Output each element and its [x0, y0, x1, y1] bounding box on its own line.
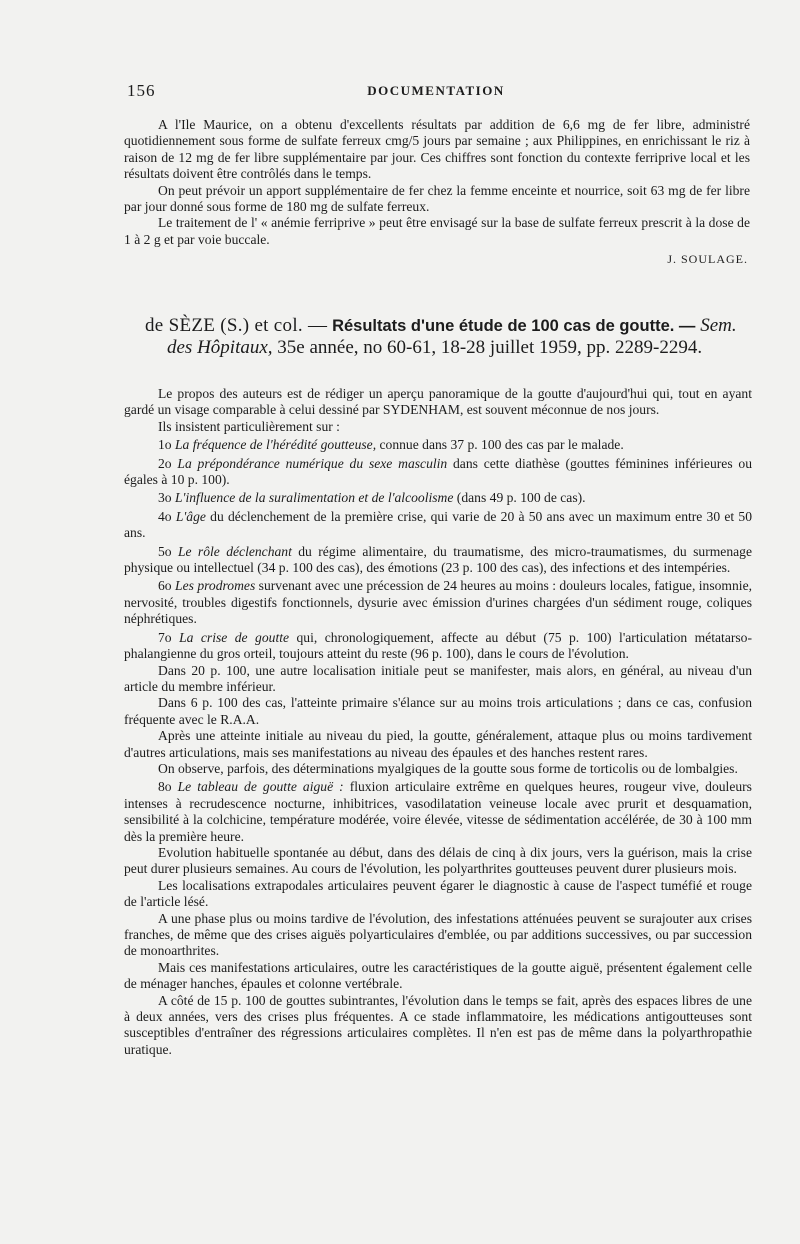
paragraph: A une phase plus ou moins tardive de l'évolution, des infestations atténuées peuvent se surajouter aux crises franches, de même que des crises aiguës polyarticulaires d'emblée, ou par additions successives, ou par succession de monoarthrites.	[124, 910, 752, 959]
paragraph: Dans 6 p. 100 des cas, l'atteinte primaire s'élance sur au moins trois articulations ; dans ce cas, confusion fréquente avec le R.A.A.	[124, 695, 752, 727]
previous-review	[124, 117, 750, 267]
list-item: 4o L'âge du déclenchement de la première crise, qui varie de 20 à 50 ans avec un maximum entre 30 et 50 ans.	[124, 508, 752, 541]
paragraph: Evolution habituelle spontanée au début, dans des délais de cinq à dix jours, vers la guérison, mais la crise peut durer plusieurs semaines. Au cours de l'évolution, les polyarthrites goutteuses peuvent durer plusieurs mois.	[124, 844, 752, 877]
paragraph: Le propos des auteurs est de rédiger un aperçu panoramique de la goutte d'aujourd'hui qui, tout en ayant gardé un visage comparable à celui dessiné par SYDENHAM, est souvent méconnue de nos jours.	[124, 386, 752, 418]
paragraph: Dans 20 p. 100, une autre localisation initiale peut se manifester, mais alors, en général, au niveau d'un article du membre inférieur.	[124, 662, 752, 694]
reference-authors: de SÈZE (S.) et col. —	[145, 315, 328, 336]
list-item: 5o Le rôle déclenchant du régime alimentaire, du traumatisme, des micro-traumatismes, du surmenage physique ou intellectuel (34 p. 100 des cas), des émotions (23 p. 100 des cas), des infections et des intempéries.	[124, 543, 752, 576]
paragraph: Mais ces manifestations articulaires, outre les caractéristiques de la goutte aiguë, présentent également celle de ménager hanches, épaules et colonne vertébrale.	[124, 959, 752, 992]
reference-title: Résultats d'une étude de 100 cas de goutte. —	[332, 317, 696, 335]
running-title: DOCUMENTATION	[367, 83, 505, 98]
article-reference	[145, 315, 757, 358]
paragraph: A l'Ile Maurice, on a obtenu d'excellents résultats par addition de 6,6 mg de fer libre, administré quotidiennement sous forme de sulfate ferreux cmg/5 jours par semaine ; aux Philippines, en enrichissant le riz à raison de 12 mg de fer libre supplémentaire par jour. Ces chiffres sont fonction du contexte ferriprive local et les résultats doivent être contrôlés dans le temps.	[124, 117, 750, 182]
list-item: 2o La prépondérance numérique du sexe masculin dans cette diathèse (gouttes féminines inférieures ou égales à 10 p. 100).	[124, 455, 752, 488]
list-item: 7o La crise de goutte qui, chronologiquement, affecte au début (75 p. 100) l'articulation métatarso-phalangienne du gros orteil, toujours atteint du reste (96 p. 100), dans le cours de l'évolution.	[124, 629, 752, 662]
paragraph: On observe, parfois, des déterminations myalgiques de la goutte sous forme de torticolis ou de lombalgies.	[158, 760, 738, 776]
paragraph: Après une atteinte initiale au niveau du pied, la goutte, généralement, attaque plus ou moins tardivement d'autres articulations, mais ses manifestations au niveau des épaules et des hanches restent rares.	[124, 728, 752, 760]
review-body	[124, 386, 752, 1058]
page-header	[118, 81, 754, 103]
paragraph: Le traitement de l' « anémie ferriprive » peut être envisagé sur la base de sulfate ferreux prescrit à la dose de 1 à 2 g et par voie buccale.	[124, 215, 750, 247]
signature: J. SOULAGE.	[667, 252, 748, 267]
paragraph: A côté de 15 p. 100 de gouttes subintrantes, l'évolution dans le temps se fait, après des espaces libres de une à deux années, vers des crises plus fréquentes. A ce stade inflammatoire, les médications antigoutteuses sont susceptibles d'entraîner des régressions articulaires complètes. Il n'en est pas de même dans la polyarthropathie uratique.	[124, 992, 752, 1057]
list-item: 8o Le tableau de goutte aiguë : fluxion articulaire extrême en quelques heures, rougeur vive, douleurs intenses à recrudescence nocturne, inhibitrices, vasodilatation veineuse locale avec prurit et desquamation, sensibilité à la colchicine, température modérée, voire élevée, vitesse de sédimentation accélérée, de 30 à 100 mm dès la première heure.	[124, 779, 752, 844]
reference-journal: Sem. des Hôpitaux,	[167, 315, 737, 358]
list-item: 3o L'influence de la suralimentation et de l'alcoolisme (dans 49 p. 100 de cas).	[158, 490, 586, 506]
paragraph: Ils insistent particulièrement sur :	[158, 418, 340, 434]
page-number: 156	[127, 81, 156, 100]
list-item: 6o Les prodromes survenant avec une précession de 24 heures au moins : douleurs locales, fatigue, insomnie, nervosité, troubles digestifs fonctionnels, dysurie avec émission d'urines chargées d'un sédiment rouge, coliques néphrétiques.	[124, 578, 753, 627]
reference-details: 35e année, no 60-61, 18-28 juillet 1959, pp. 2289-2294.	[277, 337, 703, 358]
paragraph: On peut prévoir un apport supplémentaire de fer chez la femme enceinte et nourrice, soit 63 mg de fer libre par jour donné sous forme de 180 mg de sulfate ferreux.	[124, 182, 750, 215]
paragraph: Les localisations extrapodales articulaires peuvent égarer le diagnostic à cause de l'aspect tuméfié et rouge de l'article lésé.	[124, 877, 752, 910]
list-item: 1o La fréquence de l'hérédité goutteuse, connue dans 37 p. 100 des cas par le malade.	[158, 437, 624, 453]
